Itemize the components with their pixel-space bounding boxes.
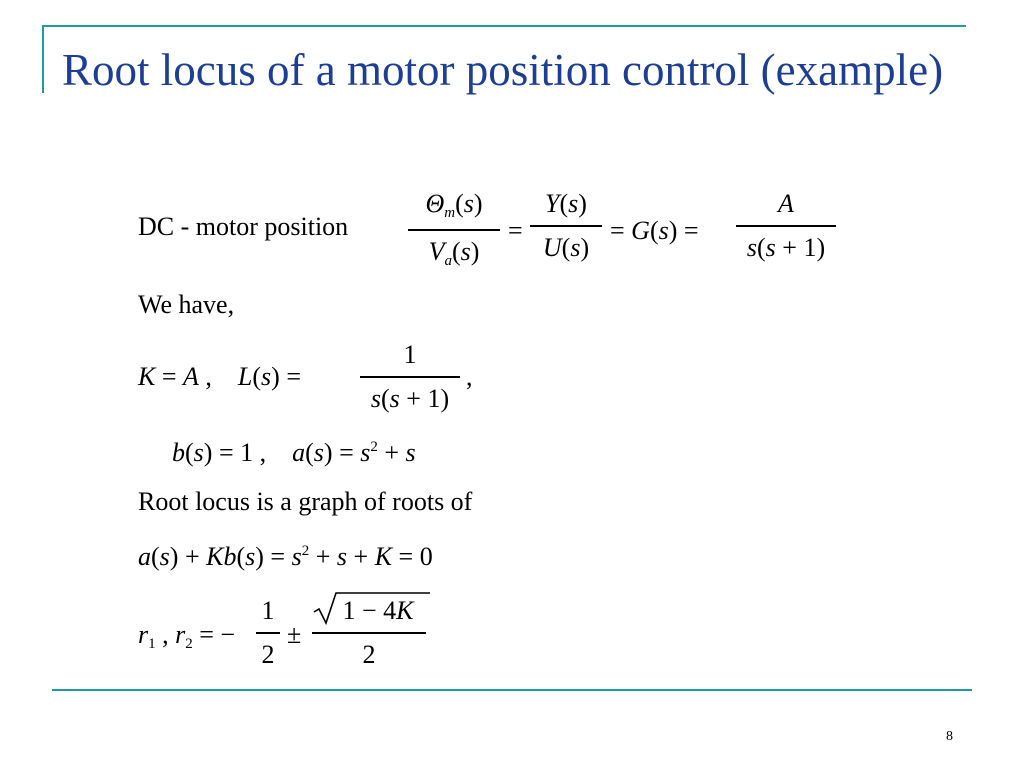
denominator: $V_a(s)$ bbox=[428, 236, 480, 269]
root-locus-description: Root locus is a graph of roots of bbox=[138, 487, 473, 516]
equals-sign: = bbox=[508, 216, 523, 245]
fraction-y-over-u bbox=[530, 191, 602, 261]
page-number: 8 bbox=[946, 729, 953, 744]
comma: , bbox=[466, 362, 473, 391]
numerator: 1 bbox=[403, 340, 417, 369]
motor-label: DC - motor position bbox=[138, 212, 349, 241]
numerator: 1 bbox=[261, 596, 275, 625]
roots-label: $r_1$ , $r_2$ = − bbox=[138, 620, 236, 652]
fraction-bar bbox=[408, 229, 500, 231]
numerator: A bbox=[778, 189, 794, 218]
slide-title: Root locus of a motor position control (example) bbox=[62, 45, 944, 95]
b-and-a-polynomials: b(s) = 1 , $a(s) = s^2 + s$ bbox=[172, 438, 416, 467]
top-rule bbox=[42, 25, 966, 27]
numerator: $\Theta_m(s)$ bbox=[425, 189, 483, 221]
fraction-bar bbox=[530, 225, 602, 227]
denominator: 2 bbox=[362, 639, 376, 669]
k-equals-a-equation: K = A , L(s) = bbox=[138, 362, 301, 391]
numerator: Y(s) bbox=[545, 189, 587, 218]
denominator: 2 bbox=[261, 639, 275, 669]
denominator: U(s) bbox=[542, 232, 590, 262]
fraction-one-half bbox=[256, 598, 280, 668]
fraction-a-over-s-s-plus-1 bbox=[736, 191, 836, 261]
characteristic-equation: $a(s) + Kb(s) = s^2 + s + K = 0$ bbox=[138, 542, 433, 571]
denominator: s(s + 1) bbox=[370, 383, 450, 413]
fraction-l-of-s bbox=[360, 342, 460, 412]
fraction-bar bbox=[256, 632, 280, 634]
left-accent-rule bbox=[42, 25, 44, 93]
fraction-theta-over-va bbox=[408, 191, 500, 269]
square-root-sign bbox=[312, 590, 432, 626]
bottom-rule bbox=[52, 689, 972, 691]
g-of-s-expression: = G(s) = bbox=[610, 216, 699, 245]
we-have-text: We have, bbox=[138, 290, 235, 319]
denominator: s(s + 1) bbox=[746, 232, 826, 262]
fraction-bar bbox=[312, 632, 426, 634]
fraction-bar bbox=[736, 225, 836, 227]
plus-minus-sign: ± bbox=[287, 620, 302, 649]
numerator: 1 − 4K bbox=[342, 596, 414, 625]
fraction-bar bbox=[360, 376, 460, 378]
